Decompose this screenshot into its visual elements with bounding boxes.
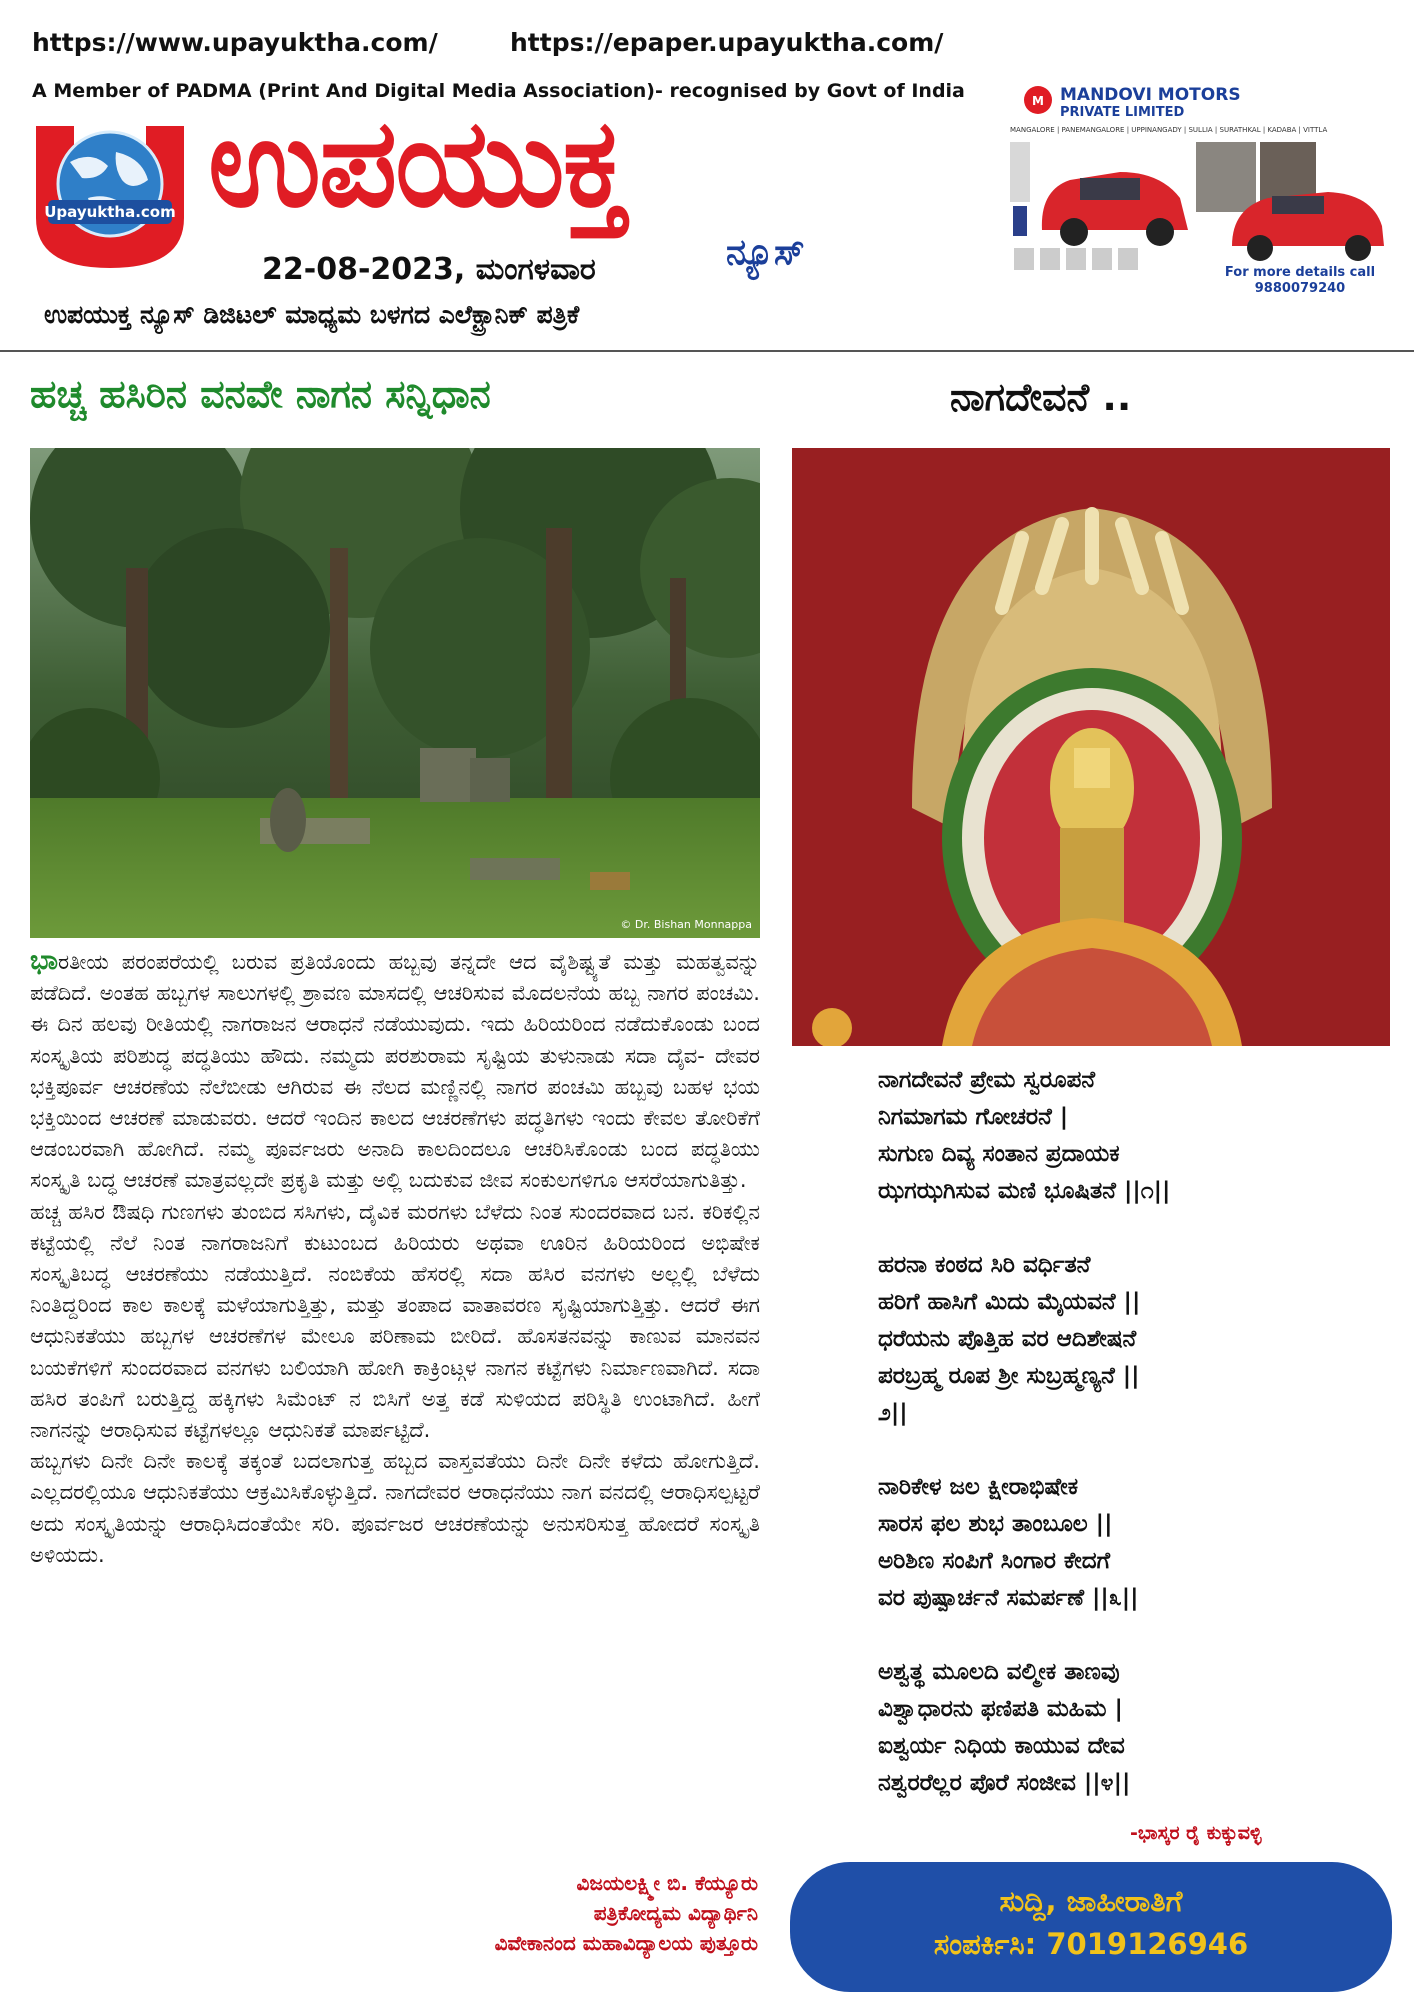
poem-stanza-1: ನಾಗದೇವನೆ ಪ್ರೇಮ ಸ್ವರೂಪನೆ ನಿಗಮಾಗಮ ಗೋಚರನೆ | ಸುಗುಣ ದಿವ್ಯ ಸಂತಾನ ಪ್ರದಾಯಕ ಝಗಝಗಿಸುವ ಮಣಿ ಭೂಷಿತನೆ ||೧||	[878, 1067, 1171, 1204]
article-paragraph-3: ಹಬ್ಬಗಳು ದಿನೇ ದಿನೇ ಕಾಲಕ್ಕೆ ತಕ್ಕಂತೆ ಬದಲಾಗುತ್ತ ಹಬ್ಬದ ವಾಸ್ತವತೆಯು ದಿನೇ ದಿನೇ ಕಳೆದು ಹೋಗುತ್ತಿದೆ. ಎಲ್ಲದರಲ್ಲಿಯೂ ಆಧುನಿಕತೆಯು ಆಕ್ರಮಿಸಿಕೊಳ್ಳುತ್ತಿದೆ. ನಾಗದೇವರ ಆರಾಧನೆಯು ನಾಗ ವನದಲ್ಲಿ ಆರಾಧಿಸಲ್ಪಟ್ಟರೆ ಅದು ಸಂಸ್ಕೃತಿಯನ್ನು ಆರಾಧಿಸಿದಂತೆಯೇ ಸರಿ. ಪೂರ್ವಜರ ಆಚರಣೆಯನ್ನು ಅನುಸರಿಸುತ್ತ ಹೋದರೆ ಸಂಸ್ಕೃತಿ ಅಳಿಯದು.	[30, 1449, 760, 1567]
article-paragraph-1: ಭಾರತೀಯ ಪರಂಪರೆಯಲ್ಲಿ ಬರುವ ಪ್ರತಿಯೊಂದು ಹಬ್ಬವು ತನ್ನದೇ ಆದ ವೈಶಿಷ್ಟ್ಯತೆ ಮತ್ತು ಮಹತ್ವವನ್ನು ಪಡೆದಿದೆ. ಅಂತಹ ಹಬ್ಬಗಳ ಸಾಲುಗಳಲ್ಲಿ ಶ್ರಾವಣ ಮಾಸದಲ್ಲಿ ಆಚರಿಸುವ ಮೊದಲನೆಯ ಹಬ್ಬ ನಾಗರ ಪಂಚಮಿ. ಈ ದಿನ ಹಲವು ರೀತಿಯಲ್ಲಿ ನಾಗರಾಜನ ಆರಾಧನೆ ನಡೆಯುವುದು. ಇದು ಹಿರಿಯರಿಂದ ನಡೆದುಕೊಂಡು ಬಂದ ಸಂಸ್ಕೃತಿಯ ಪರಿಶುದ್ಧ ಪದ್ಧತಿಯು ಹೌದು. ನಮ್ಮದು ಪರಶುರಾಮ ಸೃಷ್ಟಿಯ ತುಳುನಾಡು ಸದಾ ದೈವ- ದೇವರ ಭಕ್ತಿಪೂರ್ವ ಆಚರಣೆಯ ನೆಲೆಬೀಡು ಆಗಿರುವ ಈ ನೆಲದ ಮಣ್ಣಿನಲ್ಲಿ ನಾಗರ ಪಂಚಮಿ ಹಬ್ಬವು ಬಹಳ ಭಯ ಭಕ್ತಿಯಿಂದ ಆಚರಣೆ ಮಾಡುವರು. ಆದರೆ ಇಂದಿನ ಕಾಲದ ಆಚರಣೆಗಳು ಪದ್ಧತಿಗಳು ಇಂದು ಕೇವಲ ತೋರಿಕೆಗೆ ಆಡಂಬರವಾಗಿ ಹೋಗಿದೆ. ನಮ್ಮ ಪೂರ್ವಜರು ಅನಾದಿ ಕಾಲದಿಂದಲೂ ಆಚರಿಸಿಕೊಂಡು ಬಂದ ಪದ್ಧತಿಯು ಸಂಸ್ಕೃತಿ ಬದ್ಧ ಆಚರಣೆ ಮಾತ್ರವಲ್ಲದೇ ಪ್ರಕೃತಿ ಮತ್ತು ಅಲ್ಲಿ ಬದುಕುವ ಜೀವ ಸಂಕುಲಗಳಿಗೂ ಆಸರೆಯಾಗುತಿತ್ತು.	[30, 945, 760, 1193]
upayuktha-logo	[30, 122, 190, 270]
forest-shrine-photo	[30, 448, 760, 938]
nagadevata-idol-photo	[792, 448, 1390, 1046]
dropcap: ಭಾ	[30, 945, 58, 976]
masthead-title: ಉಪಯುಕ್ತ	[208, 92, 626, 234]
author-college: ವಿವೇಕಾನಂದ ಮಹಾವಿದ್ಯಾಲಯ ಪುತ್ತೂರು	[494, 1931, 758, 1955]
contact-heading: ಸುದ್ದಿ, ಜಾಹೀರಾತಿಗೆ	[999, 1884, 1183, 1918]
svg-text:M: M	[1032, 94, 1044, 108]
ad-brand-sub: PRIVATE LIMITED	[1060, 105, 1185, 120]
ad-phone: 9880079240	[1254, 281, 1346, 296]
poem-title: ನಾಗದೇವನೆ ..	[950, 375, 1132, 419]
tagline: ಉಪಯುಕ್ತ ನ್ಯೂಸ್ ಡಿಜಿಟಲ್ ಮಾಧ್ಯಮ ಬಳಗದ ಎಲೆಕ್ಟ್ರಾನಿಕ್ ಪತ್ರಿಕೆ	[44, 300, 580, 329]
photo-credit: © Dr. Bishan Monnappa	[620, 918, 752, 931]
ad-cta: For more details call	[1224, 265, 1376, 280]
poem-body	[878, 1062, 1328, 1839]
contact-banner[interactable]	[790, 1862, 1392, 1992]
logo-text: Upayuktha.com	[44, 203, 176, 221]
article-body	[30, 945, 760, 1571]
issue-date: 22-08-2023, ಮಂಗಳವಾರ	[262, 252, 596, 287]
header-divider	[0, 350, 1414, 352]
article-paragraph-2: ಹಚ್ಚ ಹಸಿರ ಔಷಧಿ ಗುಣಗಳು ತುಂಬಿದ ಸಸಿಗಳು, ದೈವಿಕ ಮರಗಳು ಬೆಳೆದು ನಿಂತ ಸುಂದರವಾದ ಬನ. ಕರಿಕಲ್ಲಿನ ಕಟ್ಟೆಯಲ್ಲಿ ನೆಲೆ ನಿಂತ ನಾಗರಾಜನಿಗೆ ಕುಟುಂಬದ ಹಿರಿಯರು ಅಥವಾ ಊರಿನ ಹಿರಿಯರಿಂದ ಅಭಿಷೇಕ ಸಂಸ್ಕೃತಿಬದ್ಧ ಆಚರಣೆಯು ನಡೆಯುತ್ತಿದೆ. ನಂಬಿಕೆಯ ಹೆಸರಲ್ಲಿ ಸದಾ ಹಸಿರ ವನಗಳು ಅಲ್ಲಲ್ಲಿ ಬೆಳೆದು ನಿಂತಿದ್ದರಿಂದ ಕಾಲ ಕಾಲಕ್ಕೆ ಮಳೆಯಾಗುತ್ತಿತ್ತು, ಮತ್ತು ತಂಪಾದ ವಾತಾವರಣ ಸೃಷ್ಟಿಯಾಗುತ್ತಿತ್ತು. ಆದರೆ ಈಗ ಆಧುನಿಕತೆಯು ಹಬ್ಬಗಳ ಆಚರಣೆಗಳ ಮೇಲೂ ಪರಿಣಾಮ ಬೀರಿದೆ. ಹೊಸತನವನ್ನು ಕಾಣುವ ಮಾನವನ ಬಯಕೆಗಳಿಗೆ ಸುಂದರವಾದ ವನಗಳು ಬಲಿಯಾಗಿ ಹೋಗಿ ಕಾಕ್ರಿಂಟ್ಗಳ ನಾಗನ ಕಟ್ಟೆಗಳು ನಿರ್ಮಾಣವಾಗಿದೆ. ಸದಾ ಹಸಿರ ತಂಪಿಗೆ ಬರುತ್ತಿದ್ದ ಹಕ್ಕಿಗಳು ಸಿಮೆಂಟ್ ನ ಬಿಸಿಗೆ ಅತ್ತ ಕಡೆ ಸುಳಿಯದ ಪರಿಸ್ಥಿತಿ ಉಂಟಾಗಿದೆ. ಹೀಗೆ ನಾಗನನ್ನು ಆರಾಧಿಸುವ ಕಟ್ಟೆಗಳಲ್ಲೂ ಆಧುನಿಕತೆ ಮಾರ್ಪಟ್ಟಿದೆ.	[30, 1199, 760, 1443]
author-name: ವಿಜಯಲಕ್ಷ್ಮೀ ಬಿ. ಕೆಯ್ಯೂರು	[576, 1871, 758, 1895]
website-link[interactable]: https://www.upayuktha.com/	[32, 28, 438, 57]
ad-locations: MANGALORE | PANEMANGALORE | UPPINANGADY | SULLIA | SURATHKAL | KADABA | VITTLA	[1010, 126, 1328, 134]
member-line: A Member of PADMA (Print And Digital Media Association)- recognised by Govt of India	[32, 80, 965, 102]
poem-stanza-4: ಅಶ್ವತ್ಥ ಮೂಲದಿ ವಲ್ಮೀಕ ತಾಣವು ವಿಶ್ವಾಧಾರನು ಫಣಿಪತಿ ಮಹಿಮ | ಐಶ್ವರ್ಯ ನಿಧಿಯ ಕಾಯುವ ದೇವ ನಶ್ವರರೆಲ್ಲರ ಪೊರೆ ಸಂಜೀವ ||೪||	[878, 1659, 1131, 1796]
poem-stanza-3: ನಾರಿಕೇಳ ಜಲ ಕ್ಷೀರಾಭಿಷೇಕ ಸಾರಸ ಫಲ ಶುಭ ತಾಂಬೂಲ || ಅರಿಶಿಣ ಸಂಪಿಗೆ ಸಿಂಗಾರ ಕೇದಗೆ ವರ ಪುಷ್ಪಾರ್ಚನೆ ಸಮರ್ಪಣೆ ||೩||	[878, 1474, 1139, 1611]
article-headline: ಹಚ್ಚ ಹಸಿರಿನ ವನವೇ ನಾಗನ ಸನ್ನಿಧಾನ	[30, 372, 491, 416]
article-byline	[330, 1868, 758, 1958]
ad-brand: MANDOVI MOTORS	[1060, 85, 1241, 105]
author-role: ಪತ್ರಿಕೋದ್ಯಮ ವಿದ್ಯಾರ್ಥಿನಿ	[593, 1901, 758, 1925]
masthead-subtitle: ನ್ಯೂಸ್	[726, 232, 805, 273]
epaper-link[interactable]: https://epaper.upayuktha.com/	[510, 28, 944, 57]
contact-phone[interactable]: ಸಂಪರ್ಕಿಸಿ: 7019126946	[933, 1927, 1249, 1961]
car-dealer-ad[interactable]	[1010, 80, 1390, 300]
poem-author: -ಭಾಸ್ಕರ ರೈ ಕುಕ್ಕುವಳ್ಳಿ	[1130, 1822, 1262, 1844]
poem-stanza-2: ಹರನಾ ಕಂಠದ ಸಿರಿ ವರ್ಧಿತನೆ ಹರಿಗೆ ಹಾಸಿಗೆ ಮಿದು ಮೈಯವನೆ || ಧರೆಯನು ಪೊತ್ತಿಹ ವರ ಆದಿಶೇಷನೆ ಪರಬ್ರಹ್ಮ ರೂಪ ಶ್ರೀ ಸುಬ್ರಹ್ಮಣ್ಯನೆ || ೨||	[878, 1252, 1141, 1426]
